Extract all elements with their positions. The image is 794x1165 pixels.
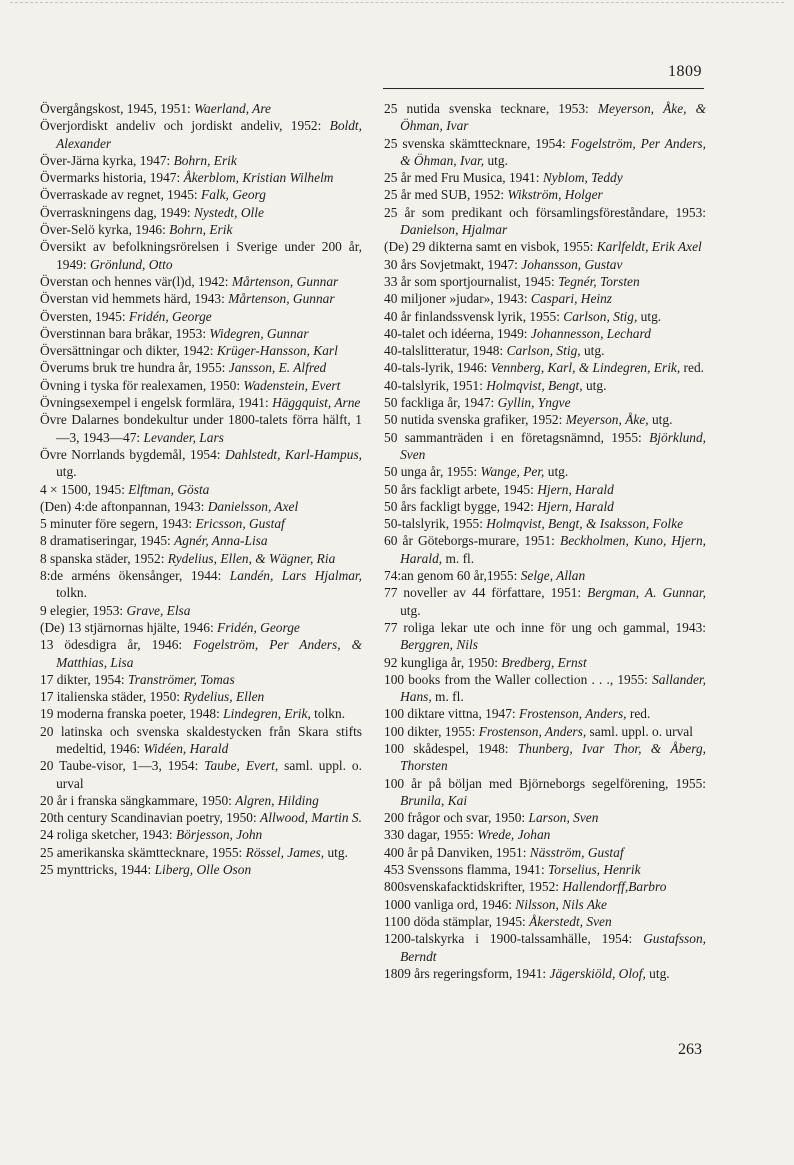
index-entry (384, 256, 706, 273)
entry-author: Carlson, Stig, (563, 308, 638, 324)
index-entry (40, 550, 362, 567)
entry-author: Björklund, Sven (400, 429, 706, 462)
entry-title: 17 dikter, 1954: (40, 671, 125, 687)
index-entry (384, 965, 706, 982)
entry-author: Falk, Georg (201, 187, 266, 203)
entry-title: (Den) 4:de aftonpannan, 1943: (40, 498, 205, 514)
entry-title: Överstinnan bara bråkar, 1953: (40, 325, 207, 341)
entry-author: Dahlstedt, Karl-Hampus, (225, 446, 363, 462)
entry-author: Johannesson, Lechard (530, 325, 651, 341)
entry-author: Danielsson, Axel (207, 498, 299, 514)
entry-title: 40 miljoner »judar», 1943: (384, 291, 528, 307)
entry-author: Fridén, George (217, 619, 300, 635)
index-entry (384, 740, 706, 775)
index-entry (40, 377, 362, 394)
entry-title: 50 unga år, 1955: (384, 464, 478, 480)
entry-title: 24 roliga sketcher, 1943: (40, 827, 173, 843)
entry-title: 1809 års regeringsform, 1941: (384, 965, 547, 981)
entry-author: Boldt, Alexander (56, 118, 362, 151)
index-entry (40, 705, 362, 722)
entry-title: 33 år som sportjournalist, 1945: (384, 273, 555, 289)
index-entry (384, 584, 706, 619)
entry-title: Översten, 1945: (40, 308, 126, 324)
index-entry (40, 498, 362, 515)
entry-suffix: tolkn. (56, 585, 87, 601)
index-entry (384, 359, 706, 376)
index-entry (384, 273, 706, 290)
entry-author: Karlfeldt, Erik Axel (596, 239, 702, 255)
entry-author: Widegren, Gunnar (209, 325, 309, 341)
entry-author: Thunberg, Ivar Thor, & Åberg, Thorsten (400, 740, 706, 774)
entry-suffix: m. fl. (442, 550, 475, 566)
entry-title: 17 italienska städer, 1950: (40, 689, 181, 705)
index-entry (384, 826, 706, 843)
index-entry (40, 411, 362, 446)
entry-author: Fogelström, Per Anders, & Matthias, Lisa (56, 637, 362, 670)
entry-author: Wrede, Johan (477, 827, 551, 843)
entry-author: Allwood, Martin S. (260, 810, 362, 826)
entry-title: 50 sammanträden i en företagsnämnd, 1955: (384, 429, 642, 445)
entry-title: 50-talslyrik, 1955: (384, 516, 483, 532)
entry-title: 8 dramatiseringar, 1945: (40, 533, 171, 549)
entry-author: Bergman, A. Gunnar, (587, 585, 706, 601)
entry-title: 40-talet och idéerna, 1949: (384, 325, 528, 341)
entry-title: 800svenskafacktidskrifter, 1952: (384, 879, 559, 895)
entry-author: Landén, Lars Hjalmar, (229, 568, 363, 584)
entry-title: 100 skådespel, 1948: (384, 740, 509, 756)
index-entry (40, 186, 362, 203)
index-entry (40, 636, 362, 671)
entry-title: 19 moderna franska poeter, 1948: (40, 706, 220, 722)
index-entry (384, 532, 706, 567)
index-entry (384, 394, 706, 411)
index-entry (40, 152, 362, 169)
entry-title: 25 år med SUB, 1952: (384, 187, 505, 203)
entry-author: Selge, Allan (520, 568, 586, 584)
entry-title: 25 nutida svenska tecknare, 1953: (384, 101, 589, 116)
entry-title: 40 år finlandssvensk lyrik, 1955: (384, 308, 560, 324)
entry-author: Gyllin, Yngve (497, 395, 571, 411)
index-entry (40, 290, 362, 307)
entry-title: 40-talslyrik, 1951: (384, 377, 483, 393)
entry-author: Sallander, Hans, (400, 671, 706, 705)
header-rule (383, 88, 704, 89)
index-entry (384, 515, 706, 532)
index-entry (384, 325, 706, 342)
index-entry (384, 809, 706, 826)
entry-title: Överums bruk tre hundra år, 1955: (40, 360, 226, 376)
entry-title: 9 elegier, 1953: (40, 602, 124, 618)
entry-suffix: m. fl. (431, 689, 464, 705)
entry-author: Brunila, Kai (400, 792, 468, 808)
index-entry (384, 186, 706, 203)
entry-author: Lindegren, Erik, (223, 706, 311, 722)
entry-title: (De) 29 dikterna samt en visbok, 1955: (384, 239, 594, 255)
entry-title: 74:an genom 60 år,1955: (384, 568, 518, 584)
entry-title: 20th century Scandinavian poetry, 1950: (40, 810, 257, 826)
entry-author: Fridén, George (128, 308, 212, 324)
entry-title: 200 frågor och svar, 1950: (384, 810, 526, 826)
entry-author: Beckholmen, Kuno, Hjern, Harald, (400, 533, 706, 566)
entry-suffix: red. (626, 706, 651, 722)
entry-suffix: utg. (56, 464, 77, 480)
entry-suffix: utg. (637, 308, 662, 324)
index-entry (40, 446, 362, 481)
index-entry (384, 861, 706, 878)
entry-suffix: utg. (544, 464, 569, 480)
index-entry (384, 705, 706, 722)
entry-author: Bredberg, Ernst (501, 654, 587, 670)
index-entry (384, 671, 706, 706)
index-entry (384, 204, 706, 239)
entry-author: Berggren, Nils (400, 637, 478, 653)
index-entry (40, 100, 362, 117)
index-entry (384, 498, 706, 515)
index-entry (40, 394, 362, 411)
index-entry (384, 844, 706, 861)
entry-title: 92 kungliga år, 1950: (384, 654, 499, 670)
entry-author: Rydelius, Ellen (183, 689, 265, 705)
entry-title: Överjordiskt andeliv och jordiskt andeliv, 1952: (40, 118, 322, 134)
entry-title: 13 ödesdigra år, 1946: (40, 637, 183, 653)
entry-author: Meyerson, Åke, (565, 412, 649, 428)
entry-title: Överstan och hennes vär(l)d, 1942: (40, 273, 229, 289)
index-entry (384, 913, 706, 930)
index-entry (384, 290, 706, 307)
entry-author: Holmqvist, Bengt, (486, 377, 583, 393)
entry-title: 20 latinska och svenska skaldestycken från Skara stifts medeltid, 1946: (40, 723, 362, 756)
page-number: 263 (678, 1041, 702, 1058)
entry-author: Tegnér, Torsten (558, 273, 640, 289)
entry-title: 5 minuter före segern, 1943: (40, 516, 193, 532)
entry-title: 50 års fackligt bygge, 1942: (384, 498, 534, 514)
entry-author: Krüger-Hansson, Karl (216, 343, 338, 359)
index-entry (384, 654, 706, 671)
entry-author: Johansson, Gustav (521, 256, 623, 272)
entry-author: Åkerblom, Kristian Wilhelm (183, 170, 334, 186)
entry-title: Övre Dalarnes bondekultur under 1800-talets förra hälft, 1—3, 1943—47: (40, 412, 362, 445)
entry-title: Över-Järna kyrka, 1947: (40, 152, 171, 168)
entry-author: Wikström, Holger (507, 187, 603, 203)
entry-author: Larson, Sven (528, 810, 599, 826)
index-entry (384, 238, 706, 255)
entry-title: 100 diktare vittna, 1947: (384, 706, 516, 722)
entry-title: Överraskningens dag, 1949: (40, 204, 191, 220)
index-entry (40, 204, 362, 221)
index-entry (384, 930, 706, 965)
entry-author: Algren, Hilding (235, 792, 319, 808)
entry-title: Övningsexempel i engelsk formlära, 1941: (40, 395, 269, 411)
entry-title: 25 år med Fru Musica, 1941: (384, 170, 540, 186)
index-entry (40, 221, 362, 238)
entry-suffix: utg. (580, 343, 605, 359)
index-entry (40, 117, 362, 152)
entry-title: (De) 13 stjärnornas hjälte, 1946: (40, 619, 214, 635)
index-entry (40, 342, 362, 359)
index-entry (384, 481, 706, 498)
index-entry (40, 723, 362, 758)
index-entry (384, 135, 706, 170)
entry-suffix: saml. uppl. o. urval (586, 723, 693, 739)
index-entry (40, 602, 362, 619)
entry-author: Hallendorff,Barbro (562, 879, 667, 895)
entry-title: 20 Taube-visor, 1—3, 1954: (40, 758, 199, 774)
index-entry (40, 532, 362, 549)
entry-title: Överstan vid hemmets härd, 1943: (40, 291, 225, 307)
entry-author: Hjern, Harald (537, 498, 614, 514)
index-entry (40, 359, 362, 376)
index-entry (40, 671, 362, 688)
entry-author: Taube, Evert, (204, 758, 279, 774)
entry-author: Näsström, Gustaf (529, 844, 624, 860)
entry-author: Wange, Per, (480, 464, 545, 480)
entry-title: 100 år på böljan med Björneborgs segelförening, 1955: (384, 775, 706, 791)
entry-title: 1100 döda stämplar, 1945: (384, 913, 526, 929)
index-entry (40, 757, 362, 792)
index-entry (40, 515, 362, 532)
entry-title: 77 roliga lekar ute och inne för ung och gammal, 1943: (384, 619, 706, 635)
entry-title: Överraskade av regnet, 1945: (40, 187, 198, 203)
entry-title: 4 × 1500, 1945: (40, 481, 125, 497)
entry-author: Fogelström, Per Anders, & Öhman, Ivar, (400, 135, 706, 168)
entry-title: 8:de arméns ökensånger, 1944: (40, 568, 222, 584)
entry-suffix: utg. (582, 377, 607, 393)
entry-author: Jägerskiöld, Olof, (549, 965, 646, 981)
entry-suffix: utg. (484, 152, 508, 168)
entry-suffix: utg. (648, 412, 673, 428)
entry-author: Bohrn, Erik (169, 222, 233, 238)
index-entry (40, 567, 362, 602)
entry-title: Övre Norrlands bygdemål, 1954: (40, 446, 221, 462)
entry-title: Översättningar och dikter, 1942: (40, 343, 214, 359)
entry-author: Waerland, Are (194, 101, 271, 116)
entry-author: Carlson, Stig, (506, 343, 581, 359)
entry-author: Caspari, Heinz (530, 291, 613, 307)
index-entry (384, 342, 706, 359)
index-entry (384, 377, 706, 394)
entry-author: Gustafsson, Berndt (400, 931, 706, 964)
entry-author: Bohrn, Erik (173, 152, 237, 168)
entry-suffix: utg. (324, 844, 348, 860)
entry-author: Rössel, James, (245, 844, 325, 860)
index-entry (384, 896, 706, 913)
index-entry (40, 861, 362, 878)
index-entry (384, 775, 706, 810)
entry-author: Ericsson, Gustaf (195, 516, 285, 532)
index-entry (384, 169, 706, 186)
entry-title: 1000 vanliga ord, 1946: (384, 896, 512, 912)
right-column (384, 100, 706, 982)
index-entry (384, 619, 706, 654)
entry-suffix: utg. (645, 965, 670, 981)
entry-title: 1200-talskyrka i 1900-talssamhälle, 1954: (384, 931, 633, 947)
entry-author: Nystedt, Olle (193, 204, 264, 220)
entry-title: 400 år på Danviken, 1951: (384, 844, 527, 860)
index-entry (40, 325, 362, 342)
entry-author: Nilsson, Nils Ake (515, 896, 607, 912)
entry-title: 50 års fackligt arbete, 1945: (384, 481, 534, 497)
entry-title: Översikt av befolkningsrörelsen i Sverige under 200 år, 1949: (40, 239, 362, 272)
entry-author: Tranströmer, Tomas (128, 671, 235, 687)
entry-author: Wadenstein, Evert (243, 377, 341, 393)
index-entry (40, 481, 362, 498)
index-entry (384, 567, 706, 584)
entry-title: Övermarks historia, 1947: (40, 170, 181, 186)
entry-title: 30 års Sovjetmakt, 1947: (384, 256, 518, 272)
entry-author: Grönlund, Otto (89, 256, 173, 272)
entry-title: 50 fackliga år, 1947: (384, 395, 495, 411)
index-entry (40, 273, 362, 290)
page-edge-line (10, 2, 784, 3)
entry-title: Över-Selö kyrka, 1946: (40, 222, 166, 238)
entry-author: Rydelius, Ellen, & Wägner, Ria (167, 550, 336, 566)
entry-author: Agnér, Anna-Lisa (174, 533, 268, 549)
entry-title: 100 books from the Waller collection . . ., 1955: (384, 671, 648, 687)
entry-title: 100 dikter, 1955: (384, 723, 476, 739)
index-entry (384, 100, 706, 135)
entry-author: Torselius, Henrik (548, 862, 641, 878)
entry-title: 25 svenska skämttecknare, 1954: (384, 135, 566, 151)
running-header-number: 1809 (668, 63, 702, 80)
index-entry (40, 238, 362, 273)
index-entry (40, 169, 362, 186)
entry-author: Frostenson, Anders, (519, 706, 627, 722)
entry-suffix: utg. (400, 602, 421, 618)
index-entry (384, 308, 706, 325)
index-entry (40, 308, 362, 325)
entry-title: 77 noveller av 44 författare, 1951: (384, 585, 582, 601)
entry-author: Elftman, Gösta (128, 481, 210, 497)
index-entry (40, 688, 362, 705)
index-entry (40, 809, 362, 826)
entry-title: 25 år som predikant och församlingsföreståndare, 1953: (384, 204, 706, 220)
index-entry (384, 429, 706, 464)
entry-title: 20 år i franska sängkammare, 1950: (40, 792, 232, 808)
entry-author: Mårtenson, Gunnar (228, 291, 335, 307)
entry-suffix: tolkn. (310, 706, 346, 722)
entry-author: Hjern, Harald (537, 481, 614, 497)
index-entry (384, 723, 706, 740)
entry-title: 25 amerikanska skämttecknare, 1955: (40, 844, 243, 860)
entry-author: Grave, Elsa (126, 602, 191, 618)
left-column (40, 100, 362, 878)
entry-author: Widéen, Harald (143, 740, 229, 756)
entry-author: Nyblom, Teddy (542, 170, 623, 186)
entry-author: Åkerstedt, Sven (529, 913, 612, 929)
index-entry (40, 826, 362, 843)
entry-suffix: red. (680, 360, 704, 376)
entry-author: Danielson, Hjalmar (400, 222, 508, 238)
index-entry (40, 844, 362, 861)
index-entry (40, 792, 362, 809)
entry-title: 40-talslitteratur, 1948: (384, 343, 504, 359)
entry-author: Vennberg, Karl, & Lindegren, Erik, (490, 360, 681, 376)
entry-title: 330 dagar, 1955: (384, 827, 474, 843)
entry-author: Frostenson, Anders, (478, 723, 587, 739)
index-entry (384, 463, 706, 480)
index-entry (40, 619, 362, 636)
index-entry (384, 878, 706, 895)
entry-author: Jansson, E. Alfred (228, 360, 327, 376)
entry-title: 8 spanska städer, 1952: (40, 550, 165, 566)
entry-title: 453 Svenssons flamma, 1941: (384, 862, 545, 878)
entry-title: 60 år Göteborgs-murare, 1951: (384, 533, 555, 549)
entry-author: Häggquist, Arne (272, 395, 361, 411)
entry-author: Holmqvist, Bengt, & Isaksson, Folke (486, 516, 684, 532)
index-entry (384, 411, 706, 428)
entry-author: Levander, Lars (143, 429, 224, 445)
entry-author: Börjesson, John (175, 827, 263, 843)
entry-title: 50 nutida svenska grafiker, 1952: (384, 412, 563, 428)
entry-author: Liberg, Olle Oson (154, 862, 252, 878)
entry-author: Mårtenson, Gunnar (231, 273, 339, 289)
entry-title: Övning i tyska för realexamen, 1950: (40, 377, 241, 393)
entry-title: Övergångskost, 1945, 1951: (40, 101, 191, 116)
entry-title: 25 mynttricks, 1944: (40, 862, 152, 878)
entry-author: Meyerson, Åke, & Öhman, Ivar (400, 101, 707, 134)
entry-title: 40-tals-lyrik, 1946: (384, 360, 488, 376)
entry-suffix: saml. uppl. o. urval (56, 758, 362, 791)
